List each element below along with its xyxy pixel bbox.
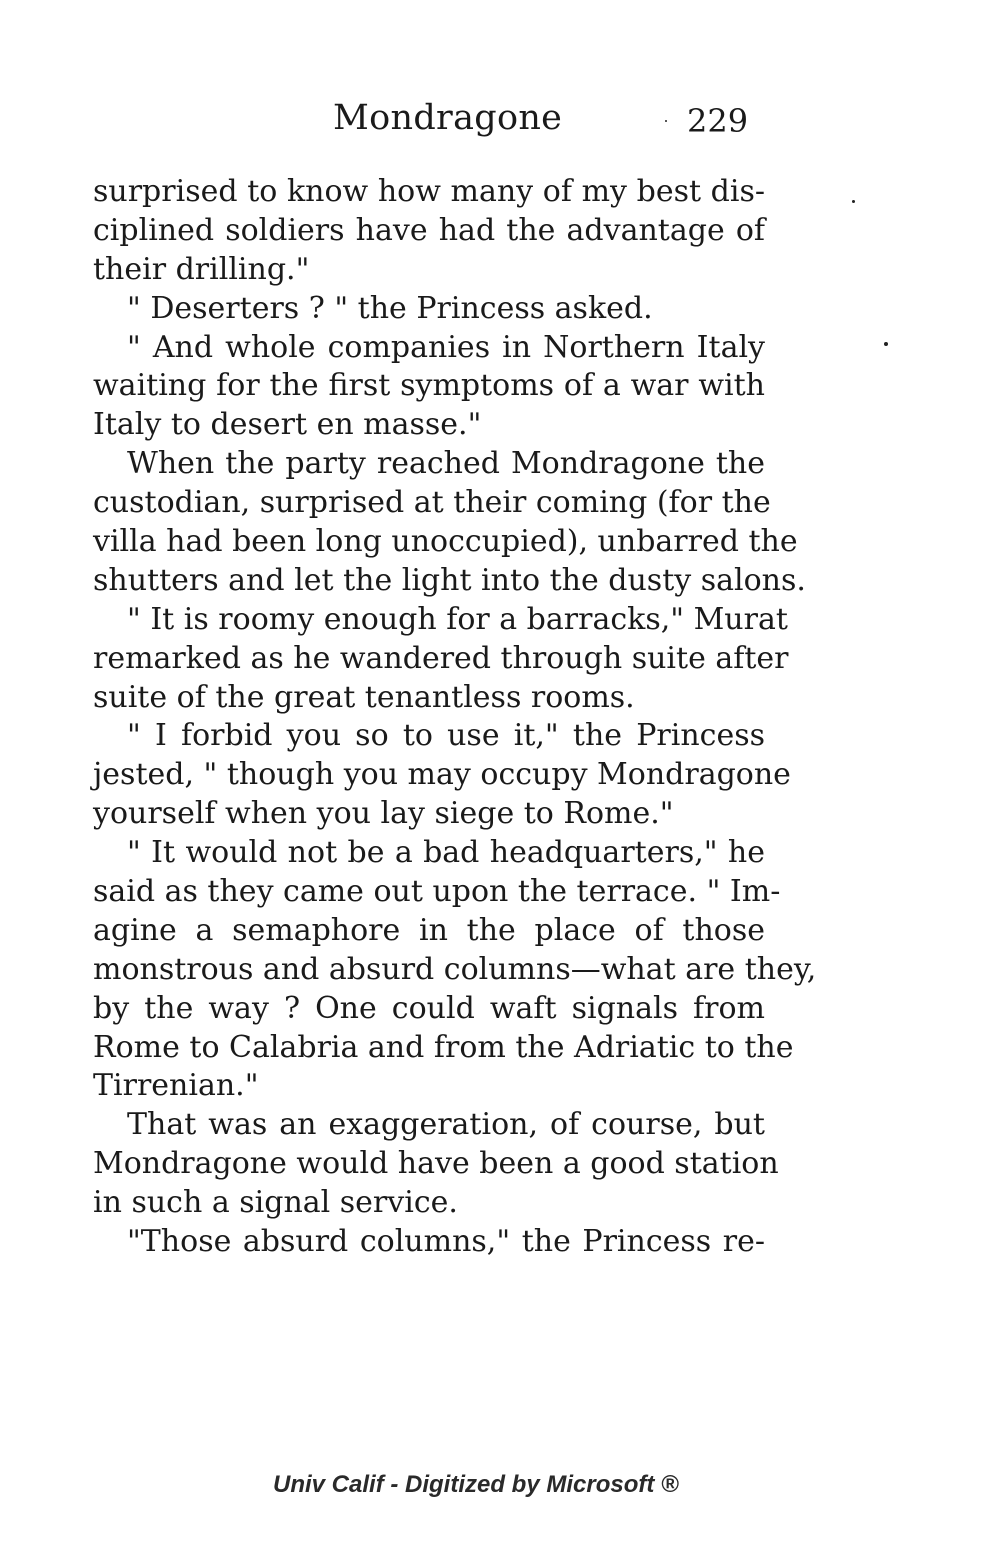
page-number: 229 [687,102,749,140]
text-line: " It is roomy enough for a barracks," Murat [127,601,788,637]
text-line: " I forbid you so to use it," the Princess [127,718,765,754]
text-line: suite of the great tenantless rooms. [93,679,635,715]
scan-speck [852,200,855,203]
digitization-footer: Univ Calif - Digitized by Microsoft ® [273,1471,679,1498]
running-head-title: Mondragone [333,98,563,138]
text-line: custodian, surprised at their coming (for the [93,485,771,521]
text-line: Rome to Calabria and from the Adriatic to the [93,1029,794,1065]
scan-speck [665,120,667,122]
text-line: waiting for the first symptoms of a war with [93,368,765,404]
text-line: "Those absurd columns," the Princess re- [127,1224,765,1260]
text-line: yourself when you lay siege to Rome." [93,796,674,832]
text-line: Italy to desert en masse." [93,407,482,443]
text-line: " And whole companies in Northern Italy [127,329,765,365]
body-text [93,173,817,1262]
text-line: ciplined soldiers have had the advantage of [93,212,765,248]
scan-speck [884,342,888,346]
text-line: agine a semaphore in the place of those [93,912,765,948]
text-line: surprised to know how many of my best dis- [93,174,765,209]
text-line: When the party reached Mondragone the [127,446,765,482]
text-line: monstrous and absurd columns—what are they, [93,951,817,987]
text-line: jested, " though you may occupy Mondragone [93,757,791,793]
text-line: " Deserters ? " the Princess asked. [127,290,653,326]
text-line: villa had been long unoccupied), unbarred the [93,524,798,560]
text-line: remarked as he wandered through suite after [93,640,789,676]
text-line: Tirrenian." [93,1068,259,1104]
text-line: " It would not be a bad headquarters," he [127,835,765,871]
running-head [0,98,1000,148]
text-line: Mondragone would have been a good station [93,1146,779,1182]
text-line: their drilling." [93,251,310,287]
text-line: shutters and let the light into the dusty salons. [93,562,806,598]
text-line: by the way ? One could waft signals from [93,990,765,1026]
text-line: That was an exaggeration, of course, but [127,1107,765,1143]
text-line: said as they came out upon the terrace. " Im- [93,874,781,910]
text-line: in such a signal service. [93,1185,458,1221]
